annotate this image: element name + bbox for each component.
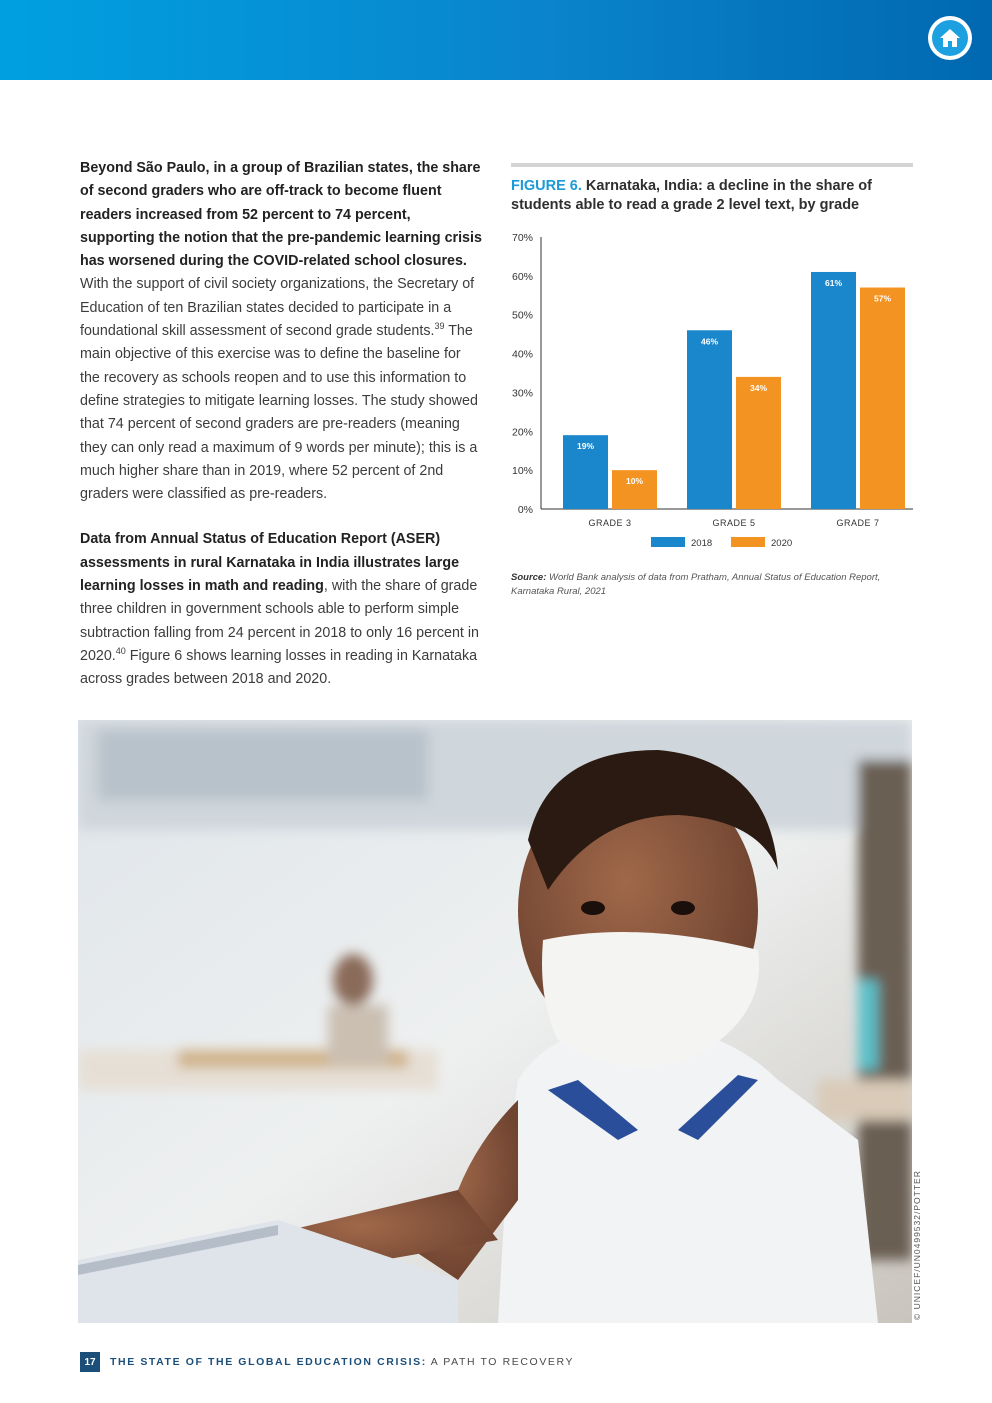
running-title-bold: THE STATE OF THE GLOBAL EDUCATION CRISIS: — [110, 1356, 427, 1368]
data-label: 19% — [576, 441, 595, 452]
y-tick-label: 10% — [511, 465, 533, 478]
paragraph-karnataka-text-a: , with the share of grade three children in government schools able to perform simple subtraction falling from 24 percent in 2018 to only 16 percent in 2020. — [80, 578, 479, 664]
paragraph-karnataka — [80, 528, 482, 691]
figure-source — [511, 571, 913, 599]
photo-child-masked — [78, 720, 912, 1323]
legend-label: 2018 — [691, 538, 713, 549]
y-tick-label: 40% — [511, 348, 533, 361]
x-tick-label: GRADE 3 — [588, 518, 632, 528]
home-button[interactable] — [928, 16, 972, 60]
legend-label: 2020 — [771, 538, 793, 549]
y-tick-label: 20% — [511, 426, 533, 439]
footnote-40: 40 — [115, 646, 126, 657]
paragraph-brazil-text-b: The main objective of this exercise was to define the baseline for the recovery as schools reopen and to use this information to define strategies to mitigate learning losses. The study showed that 74 percent of second graders are pre-readers (meaning they can only read a maximum of 9 words per minute); this is a much higher share than in 2019, where 52 percent of 2nd graders were classified as pre-readers. — [80, 323, 478, 503]
data-label: 10% — [625, 476, 644, 487]
figure-6 — [511, 163, 913, 597]
figure-title-text: Karnataka, India: a decline in the share of students able to read a grade 2 level text, by grade — [511, 178, 872, 213]
page-footer — [80, 1352, 574, 1372]
running-title-rest: A PATH TO RECOVERY — [426, 1356, 575, 1368]
home-icon — [932, 20, 968, 56]
paragraph-karnataka-lead: Data from Annual Status of Education Report (ASER) assessments in rural Karnataka in India illustrates large learning losses in math and reading — [80, 531, 460, 595]
figure-rule — [511, 163, 913, 167]
bar — [736, 377, 781, 509]
bar — [860, 288, 905, 509]
figure-label: FIGURE 6. — [511, 178, 582, 194]
header-bar — [0, 0, 992, 80]
data-label: 46% — [700, 336, 719, 347]
paragraph-karnataka-text-b: Figure 6 shows learning losses in reading in Karnataka across grades between 2018 and 2020. — [80, 647, 478, 688]
running-title — [110, 1356, 574, 1368]
bar — [687, 330, 732, 509]
y-tick-label: 70% — [511, 232, 533, 244]
source-text: World Bank analysis of data from Pratham, Annual Status of Education Report, Karnataka Rural, 2021 — [511, 572, 881, 597]
bar-chart — [511, 231, 913, 571]
y-tick-label: 50% — [511, 309, 533, 322]
paragraph-brazil-text-a: With the support of civil society organizations, the Secretary of Education of ten Brazilian states decided to participate in a foundational skill assessment of second grade students. — [80, 276, 475, 340]
body-column — [80, 157, 482, 714]
y-tick-label: 60% — [511, 270, 533, 283]
legend-swatch — [731, 537, 765, 547]
data-label: 61% — [824, 277, 843, 288]
data-label: 57% — [873, 293, 892, 304]
page-number: 17 — [80, 1352, 100, 1372]
x-tick-label: GRADE 5 — [712, 518, 756, 528]
data-label: 34% — [749, 382, 768, 393]
source-label: Source: — [511, 572, 547, 583]
x-tick-label: GRADE 7 — [836, 518, 880, 528]
footnote-39: 39 — [434, 321, 445, 332]
figure-title — [511, 177, 913, 215]
paragraph-brazil — [80, 157, 482, 506]
y-tick-label: 30% — [511, 387, 533, 400]
bar — [811, 272, 856, 509]
legend-swatch — [651, 537, 685, 547]
photo-credit: © UNICEF/UN0499532/POTTER — [912, 1170, 922, 1320]
paragraph-brazil-lead: Beyond São Paulo, in a group of Brazilian states, the share of second graders who are off-track to become fluent readers increased from 52 percent to 74 percent, supporting the notion that the pre-pandemic learning crisis has worsened during the COVID-related school closures. — [80, 160, 482, 270]
y-tick-label: 0% — [517, 504, 533, 516]
